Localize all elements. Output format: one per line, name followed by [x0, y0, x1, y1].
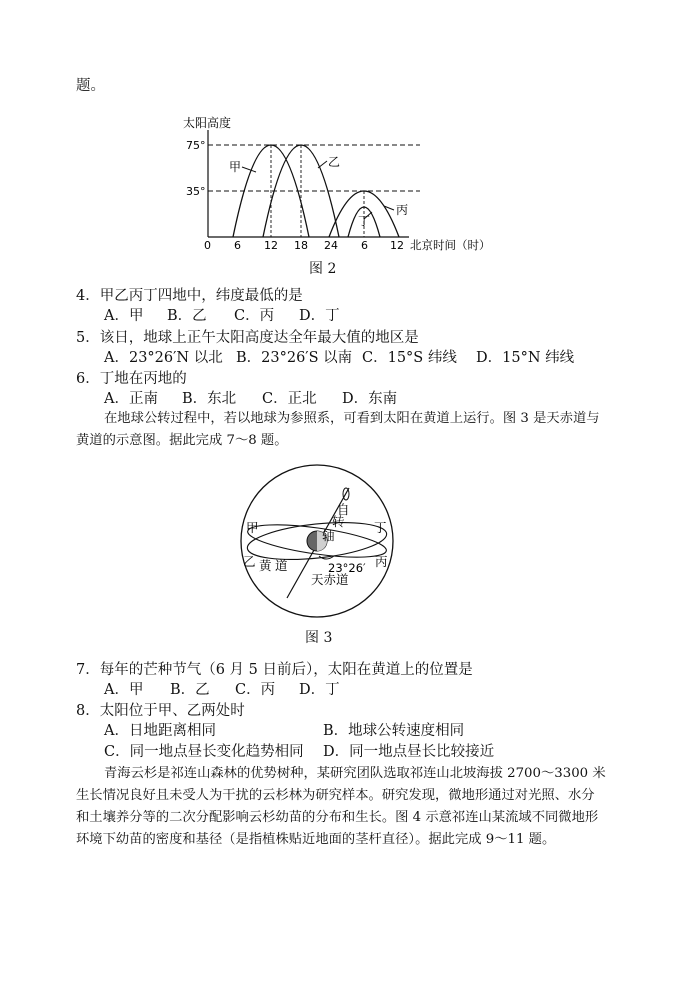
fig2-label-ding: 丁: [358, 214, 371, 228]
q7-option-b: B．乙: [170, 682, 210, 698]
q7-option-a: A．甲: [104, 682, 144, 698]
fig3-label-celestial-equator: 天赤道: [311, 572, 349, 587]
question-5-stem: 5．该日，地球上正午太阳高度达全年最大值的地区是: [76, 330, 419, 346]
fig3-label-angle: 23°26′: [328, 561, 366, 575]
intro-paragraph-line: 环境下幼苗的密度和基径（是指植株贴近地面的茎杆直径）。据此完成 9～11 题。: [76, 832, 556, 847]
q6-option-c: C．正北: [262, 391, 317, 407]
fig3-label-jia: 甲: [246, 520, 259, 535]
fig3-label-bing: 丙: [375, 554, 388, 569]
fig3-label-zhuan: 转: [332, 514, 345, 529]
q5-option-b: B．23°26′S 以南: [236, 350, 353, 366]
q8-option-c: C．同一地点昼长变化趋势相同: [104, 744, 304, 760]
intro-paragraph-line: 生长情况良好且未受人为干扰的云杉林为研究样本。研究发现，微地形通过对光照、水分: [76, 788, 595, 803]
fig2-ytick-75: 75°: [186, 139, 206, 152]
fig3-label-dao: 道: [275, 558, 288, 573]
fig2-ylabel: 太阳高度: [183, 116, 232, 130]
fig3-label-zhou: 轴: [322, 528, 335, 543]
q4-option-c: C．丙: [234, 308, 275, 324]
fig2-ytick-35: 35°: [186, 185, 206, 198]
question-6-stem: 6．丁地在丙地的: [76, 371, 187, 387]
fig2-xtick: 12: [264, 239, 278, 252]
q5-option-d: D．15°N 纬线: [476, 350, 575, 366]
q8-option-a: A．日地距离相同: [104, 723, 216, 739]
fig2-xtick: 6: [234, 239, 241, 252]
fig2-xlabel: 北京时间（时）: [410, 238, 491, 252]
fig2-arrow-jia: [242, 167, 256, 172]
figure-3-ecliptic-diagram: [0, 455, 696, 625]
q8-option-d: D．同一地点昼长比较接近: [323, 744, 495, 760]
question-8-stem: 8．太阳位于甲、乙两处时: [76, 703, 245, 719]
q5-option-a: A．23°26′N 以北: [104, 350, 223, 366]
fig2-label-yi: 乙: [328, 155, 341, 169]
intro-paragraph-line: 黄道的示意图。据此完成 7～8 题。: [76, 433, 288, 448]
question-7-stem: 7．每年的芒种节气（6 月 5 日前后），太阳在黄道上的位置是: [76, 662, 473, 678]
q6-option-a: A．正南: [104, 391, 158, 407]
fig3-label-zi: 自: [337, 502, 350, 517]
question-4-stem: 4．甲乙丙丁四地中，纬度最低的是: [76, 288, 303, 304]
q4-option-b: B．乙: [167, 308, 207, 324]
fig2-label-bing: 丙: [396, 203, 409, 217]
fig2-arrow-yi: [318, 161, 327, 168]
figure-3-caption: 图 3: [305, 630, 333, 646]
fig2-xtick: 12: [390, 239, 404, 252]
figure-2-sun-altitude-chart: [0, 110, 696, 270]
fig3-label-huang: 黄: [259, 558, 272, 573]
q7-option-c: C．丙: [235, 682, 276, 698]
fig2-xtick: 6: [361, 239, 368, 252]
fig2-label-jia: 甲: [229, 160, 242, 174]
fig3-label-yi: 乙: [243, 554, 256, 569]
q6-option-b: B．东北: [182, 391, 237, 407]
q6-option-d: D．东南: [342, 391, 398, 407]
fig2-xtick: 0: [204, 239, 211, 252]
fig2-xtick: 18: [294, 239, 308, 252]
top-fragment: 题。: [76, 78, 105, 94]
q8-option-b: B．地球公转速度相同: [323, 723, 465, 739]
q4-option-d: D．丁: [299, 308, 340, 324]
intro-paragraph-line: 青海云杉是祁连山森林的优势树种，某研究团队选取祁连山北坡海拔 2700～3300 米: [104, 766, 606, 781]
intro-paragraph-line: 和土壤养分等的二次分配影响云杉幼苗的分布和生长。图 4 示意祁连山某流域不同微地形: [76, 810, 599, 825]
fig3-label-ding: 丁: [374, 520, 387, 535]
intro-paragraph-line: 在地球公转过程中，若以地球为参照系，可看到太阳在黄道上运行。图 3 是天赤道与: [104, 411, 600, 426]
q7-option-d: D．丁: [299, 682, 340, 698]
q5-option-c: C．15°S 纬线: [362, 350, 457, 366]
fig2-xtick: 24: [324, 239, 338, 252]
q4-option-a: A．甲: [104, 308, 144, 324]
figure-2-caption: 图 2: [309, 261, 337, 277]
